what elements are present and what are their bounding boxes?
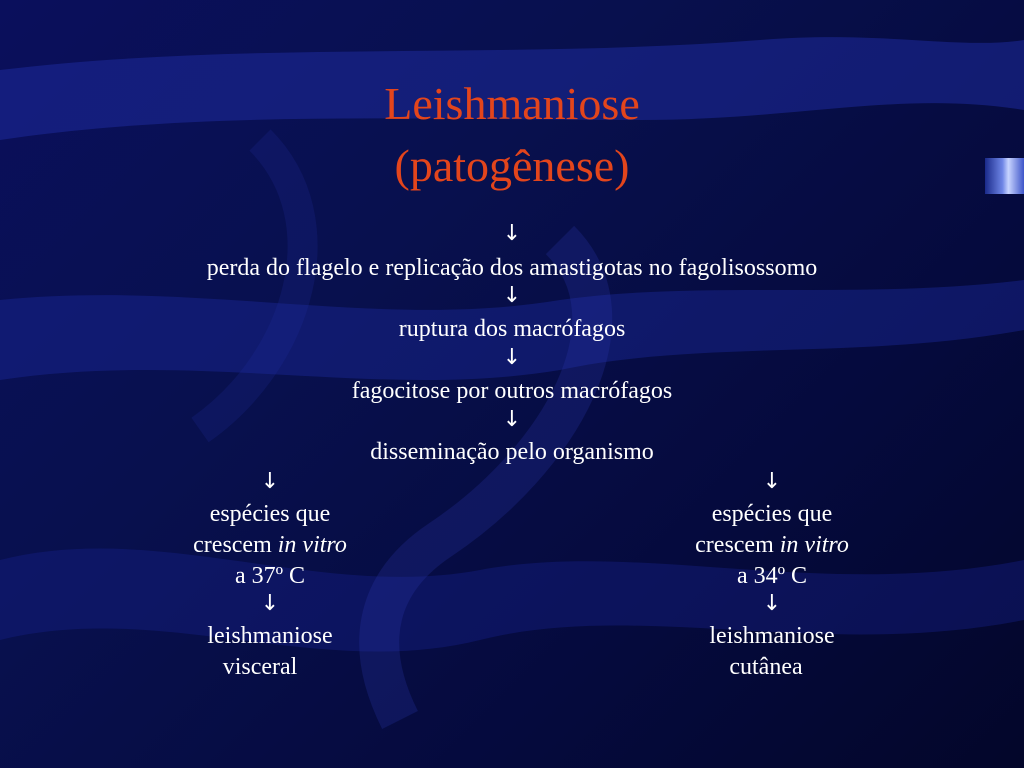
step-text: disseminação pelo organismo <box>370 439 654 465</box>
down-arrow-icon: ↓ <box>260 469 280 494</box>
branch-left-line2: crescem in vitro <box>193 532 347 558</box>
branch-right-line1: espécies que <box>711 501 833 527</box>
down-arrow-icon: ↓ <box>502 407 522 432</box>
branch-right-line3: a 34º C <box>736 563 808 589</box>
down-arrow-icon: ↓ <box>502 221 522 246</box>
down-arrow-icon: ↓ <box>762 591 782 616</box>
branch-left-result2: visceral <box>222 654 298 680</box>
step-text: fagocitose por outros macrófagos <box>351 378 673 404</box>
branch-left-line1: espécies que <box>209 501 331 527</box>
down-arrow-icon: ↓ <box>260 591 280 616</box>
down-arrow-icon: ↓ <box>502 345 522 370</box>
branch-right-result1: leishmaniose <box>709 623 835 649</box>
slide-title: Leishmaniose <box>384 78 640 129</box>
slide-subtitle: (patogênese) <box>394 140 630 191</box>
step-text: ruptura dos macrófagos <box>398 316 626 342</box>
step-text: perda do flagelo e replicação dos amastigotas no fagolisossomo <box>206 255 818 281</box>
branch-left-result1: leishmaniose <box>207 623 333 649</box>
down-arrow-icon: ↓ <box>502 283 522 308</box>
down-arrow-icon: ↓ <box>762 469 782 494</box>
branch-right-result2: cutânea <box>729 654 803 680</box>
branch-left-line3: a 37º C <box>234 563 306 589</box>
branch-right-line2: crescem in vitro <box>695 532 849 558</box>
